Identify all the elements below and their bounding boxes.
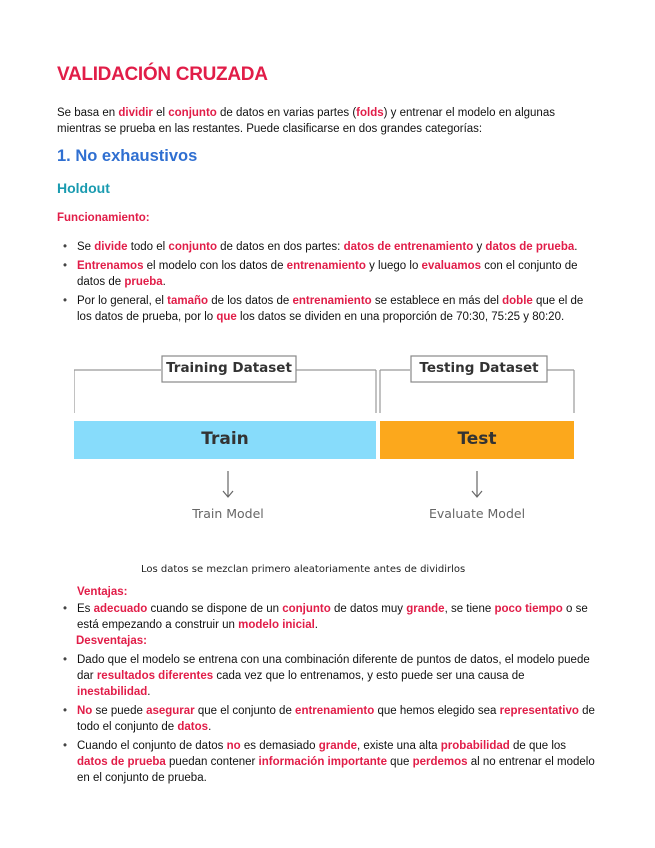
text-run: que hemos elegido sea <box>374 705 500 717</box>
text-run: . <box>314 619 318 631</box>
text-run: el <box>152 107 169 119</box>
highlight-term: divide <box>94 241 128 253</box>
diagram-caption: Los datos se mezclan primero aleatoriamente antes de dividirlos <box>141 564 466 575</box>
text-run: el modelo con los datos de <box>143 260 287 272</box>
text-run: . <box>208 721 212 733</box>
list-item <box>57 738 597 786</box>
highlight-term: asegurar <box>146 705 195 717</box>
intro-paragraph <box>57 105 597 137</box>
list-item <box>57 258 597 290</box>
text-run: , se tiene <box>444 603 495 615</box>
highlight-term: información importante <box>258 756 387 768</box>
text-run: y luego lo <box>365 260 422 272</box>
highlight-term: No <box>77 705 93 717</box>
text-run: con el conjunto de datos de <box>77 260 578 288</box>
text-run: se establece en más del <box>371 295 503 307</box>
list-item <box>57 293 597 325</box>
list-item <box>57 652 597 700</box>
highlight-term: resultados diferentes <box>96 670 214 682</box>
text-run: al no entrenar el modelo en el conjunto de prueba. <box>77 756 595 784</box>
text-run: los datos se dividen en una proporción de 70:30, 75:25 y 80:20. <box>236 311 565 323</box>
text-run: cada vez que lo entrenamos, y esto puede ser una causa de <box>213 670 525 682</box>
text-run: todo el <box>127 241 169 253</box>
text-run: de que los <box>509 740 567 752</box>
text-run: de todo el conjunto de <box>77 705 595 733</box>
ventajas-label: Ventajas: <box>77 586 128 598</box>
highlight-term: prueba <box>124 276 163 288</box>
text-run: que el conjunto de <box>194 705 296 717</box>
text-run: Cuando el conjunto de datos <box>77 740 227 752</box>
highlight-term: doble <box>502 295 533 307</box>
text-run: ) y entrenar el modelo en algunas mientras se prueba en las restantes. Puede clasificarse en dos grandes categorías: <box>57 107 555 135</box>
ventajas-text <box>77 603 588 631</box>
highlight-term: dividir <box>118 107 153 119</box>
highlight-term: conjunto <box>168 241 217 253</box>
highlight-term: datos de prueba <box>485 241 575 253</box>
highlight-term: datos <box>177 721 209 733</box>
highlight-term: modelo inicial <box>238 619 315 631</box>
page-title: VALIDACIÓN CRUZADA <box>57 64 268 85</box>
text-run: puedan contener <box>165 756 259 768</box>
highlight-term: tamaño <box>167 295 209 307</box>
highlight-term: evaluamos <box>421 260 481 272</box>
train-model-label: Train Model <box>192 506 264 521</box>
list-item <box>57 601 597 649</box>
text-run: , existe una alta <box>357 740 441 752</box>
text-run: que el de los datos de prueba, por lo <box>77 295 584 323</box>
highlight-term: que <box>216 311 237 323</box>
text-run: Dado que el modelo se entrena con una combinación diferente de puntos de datos, el modelo puede dar <box>77 654 590 682</box>
testing-dataset-label: Testing Dataset <box>419 360 539 376</box>
text-run: cuando se dispone de un <box>147 603 283 615</box>
list-item <box>57 703 597 735</box>
funcionamiento-label: Funcionamiento: <box>57 212 150 224</box>
subsection-heading: Holdout <box>57 180 110 196</box>
text-run: de datos en dos partes: <box>216 241 344 253</box>
text-run: de datos muy <box>330 603 407 615</box>
highlight-term: perdemos <box>412 756 468 768</box>
test-bar-label: Test <box>457 429 497 449</box>
highlight-term: folds <box>356 107 384 119</box>
highlight-term: representativo <box>499 705 579 717</box>
list-item <box>57 239 597 255</box>
highlight-term: datos de prueba <box>77 756 166 768</box>
ventajas-desventajas-list <box>57 601 597 789</box>
highlight-term: poco tiempo <box>494 603 563 615</box>
text-run: Se basa en <box>57 107 119 119</box>
highlight-term: probabilidad <box>440 740 510 752</box>
train-bar-label: Train <box>201 429 249 449</box>
highlight-term: no <box>226 740 241 752</box>
highlight-term: inestabilidad <box>77 686 148 698</box>
text-run: y <box>473 241 486 253</box>
text-run: . <box>162 276 166 288</box>
text-run: Se <box>77 241 95 253</box>
text-run: . <box>574 241 578 253</box>
text-run: Por lo general, el <box>77 295 168 307</box>
text-run: Es <box>77 603 94 615</box>
highlight-term: grande <box>318 740 358 752</box>
funcionamiento-list <box>57 239 597 328</box>
highlight-term: datos de entrenamiento <box>343 241 474 253</box>
highlight-term: entrenamiento <box>286 260 366 272</box>
training-dataset-label: Training Dataset <box>166 360 292 376</box>
text-run: de datos en varias partes ( <box>216 107 357 119</box>
highlight-term: grande <box>406 603 445 615</box>
highlight-term: adecuado <box>93 603 148 615</box>
text-run: de los datos de <box>208 295 293 307</box>
highlight-term: entrenamiento <box>295 705 375 717</box>
desventajas-label: Desventajas: <box>76 635 147 647</box>
text-run: que <box>386 756 413 768</box>
text-run: se puede <box>92 705 147 717</box>
highlight-term: conjunto <box>168 107 217 119</box>
text-run: o se está empezando a construir un <box>77 603 588 631</box>
evaluate-model-label: Evaluate Model <box>428 506 526 521</box>
text-run: es demasiado <box>240 740 319 752</box>
highlight-term: Entrenamos <box>77 260 144 272</box>
highlight-term: entrenamiento <box>292 295 372 307</box>
holdout-diagram <box>74 343 584 533</box>
section-heading: 1. No exhaustivos <box>57 147 198 165</box>
text-run: . <box>147 686 151 698</box>
highlight-term: conjunto <box>282 603 331 615</box>
